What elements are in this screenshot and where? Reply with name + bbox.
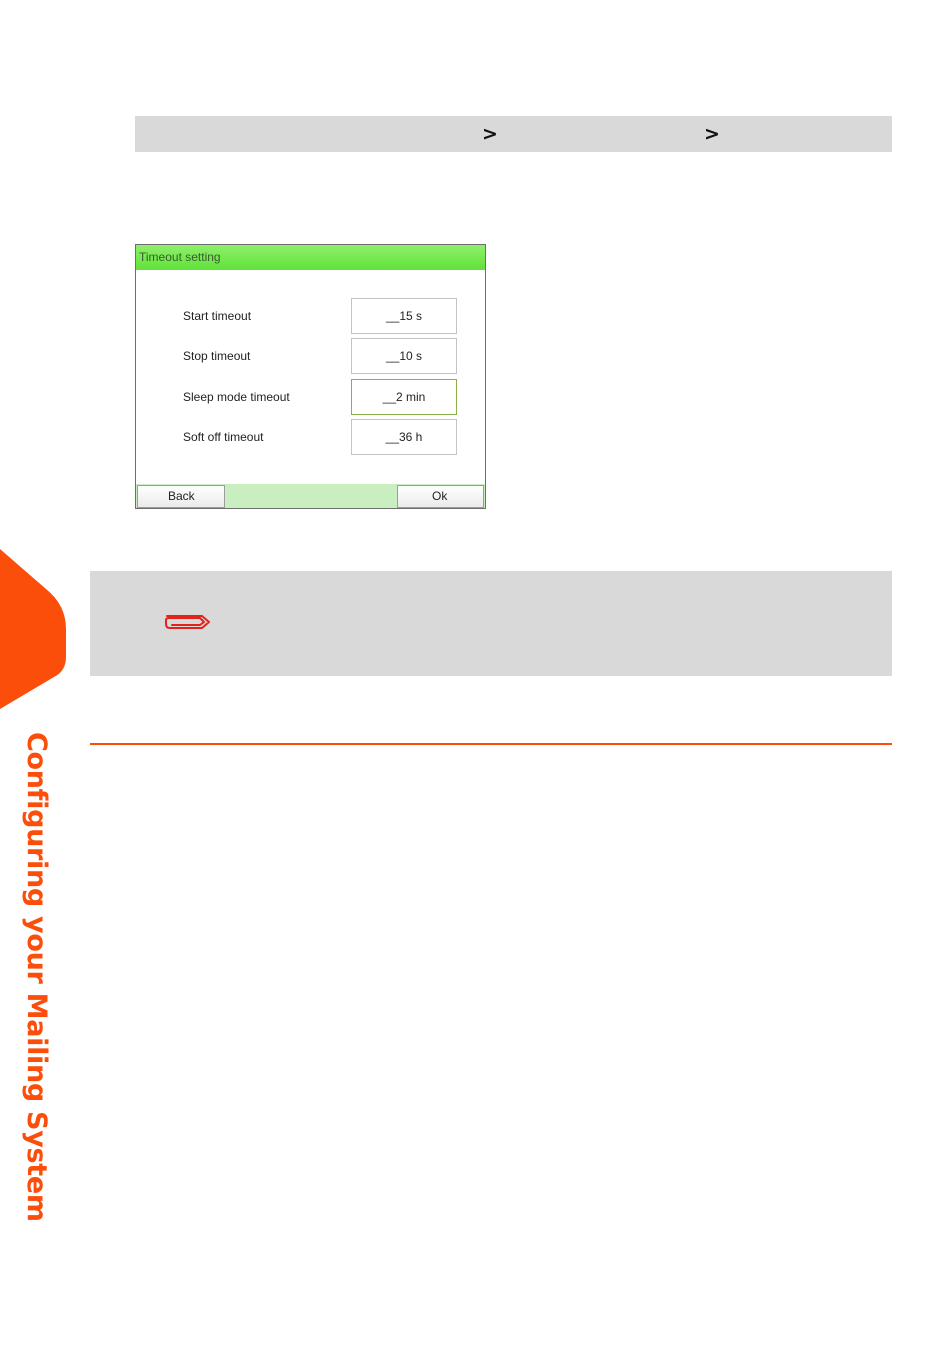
sleep-mode-timeout-field[interactable]: __2 min [351,379,457,415]
breadcrumb-separator: > [482,123,498,145]
section-divider [90,743,892,745]
ok-button-label: Ok [432,489,448,503]
ok-button[interactable] [397,485,484,508]
chapter-side-tab [0,549,66,709]
chapter-title: Configuring your Mailing System [21,732,52,1222]
screen-footer [136,484,485,508]
start-timeout-field[interactable]: __15 s [351,298,457,334]
breadcrumb-separator: > [704,123,720,145]
timeout-setting-screen [135,244,486,509]
breadcrumb [135,116,892,152]
note-box [90,571,892,676]
screen-title: Timeout setting [139,250,221,264]
back-button[interactable] [137,485,225,508]
paperclip-icon [164,611,214,633]
back-button-label: Back [168,489,195,503]
sleep-mode-timeout-label: Sleep mode timeout [183,390,290,404]
stop-timeout-label: Stop timeout [183,349,251,363]
stop-timeout-field[interactable]: __10 s [351,338,457,374]
soft-off-timeout-label: Soft off timeout [183,430,264,444]
screen-title-bar [136,245,485,270]
start-timeout-label: Start timeout [183,309,252,323]
soft-off-timeout-field[interactable]: __36 h [351,419,457,455]
